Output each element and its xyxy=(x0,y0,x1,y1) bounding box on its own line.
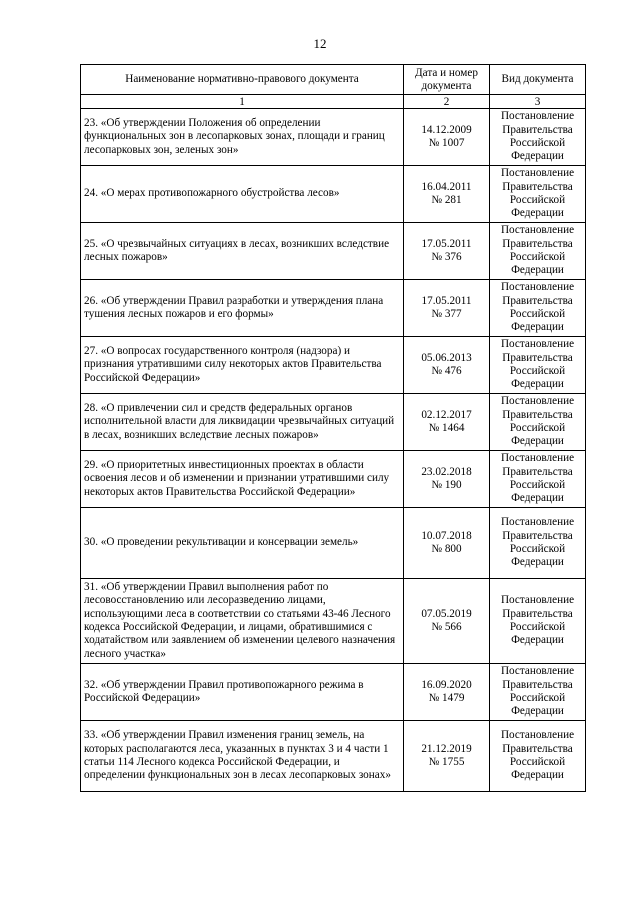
table-row xyxy=(81,223,586,280)
document-date-number xyxy=(404,451,490,508)
header-date-number: Дата и номер документа xyxy=(404,65,490,95)
document-kind: Постановление Правительства Российской Федерации xyxy=(490,508,586,579)
document-name: 24. «О мерах противопожарного обустройства лесов» xyxy=(81,166,404,223)
table-row xyxy=(81,280,586,337)
document-number: № 376 xyxy=(431,251,462,263)
document-name: 30. «О проведении рекультивации и консервации земель» xyxy=(81,508,404,579)
document-date: 23.02.2018 xyxy=(421,465,472,478)
document-date: 16.04.2011 xyxy=(421,180,472,193)
document-date-number xyxy=(404,508,490,579)
column-number: 3 xyxy=(490,95,586,109)
document-kind: Постановление Правительства Российской Федерации xyxy=(490,579,586,664)
document-name: 28. «О привлечении сил и средств федеральных органов исполнительной власти для ликвидации чрезвычайных ситуаций в лесах, возникших вследствие лесных пожаров» xyxy=(81,394,404,451)
document-kind: Постановление Правительства Российской Федерации xyxy=(490,223,586,280)
document-number: № 1007 xyxy=(428,137,465,149)
document-name: 32. «Об утверждении Правил противопожарного режима в Российской Федерации» xyxy=(81,664,404,721)
column-number: 2 xyxy=(404,95,490,109)
document-number: № 190 xyxy=(431,479,462,491)
document-kind: Постановление Правительства Российской Федерации xyxy=(490,721,586,792)
table-header-row xyxy=(81,65,586,95)
document-date-number xyxy=(404,337,490,394)
table-row xyxy=(81,394,586,451)
column-number: 1 xyxy=(81,95,404,109)
document-date: 05.06.2013 xyxy=(421,351,472,364)
document-date: 17.05.2011 xyxy=(421,294,472,307)
table-row xyxy=(81,166,586,223)
document-kind: Постановление Правительства Российской Федерации xyxy=(490,337,586,394)
document-date-number xyxy=(404,280,490,337)
document-date-number xyxy=(404,579,490,664)
table-row xyxy=(81,109,586,166)
document-date-number xyxy=(404,664,490,721)
document-date: 07.05.2019 xyxy=(421,607,472,620)
document-number: № 1464 xyxy=(428,422,465,434)
document-name: 27. «О вопросах государственного контроля (надзора) и признания утратившими силу некоторых актов Правительства Российской Федерации» xyxy=(81,337,404,394)
document-name: 31. «Об утверждении Правил выполнения работ по лесовосстановлению или лесоразведению лицами, использующими леса в соответствии со статьями 43-46 Лесного кодекса Российской Федерации, и лицами, обратившимися с ходатайством или заявлением об изменении целевого назначения лесного участка» xyxy=(81,579,404,664)
document-number: № 800 xyxy=(431,543,462,555)
document-number: № 566 xyxy=(431,621,462,633)
header-document-kind: Вид документа xyxy=(490,65,586,95)
table-row xyxy=(81,508,586,579)
table-row xyxy=(81,337,586,394)
document-name: 29. «О приоритетных инвестиционных проектах в области освоения лесов и об изменении и признании утратившими силу некоторых актов Правительства Российской Федерации» xyxy=(81,451,404,508)
document-name: 23. «Об утверждении Положения об определении функциональных зон в лесопарковых зонах, площади и границ лесопарковых зон, зеленых зон» xyxy=(81,109,404,166)
document-kind: Постановление Правительства Российской Федерации xyxy=(490,394,586,451)
document-kind: Постановление Правительства Российской Федерации xyxy=(490,451,586,508)
document-number: № 476 xyxy=(431,365,462,377)
document-date-number xyxy=(404,394,490,451)
document-kind: Постановление Правительства Российской Федерации xyxy=(490,280,586,337)
document-number: № 281 xyxy=(431,194,462,206)
document-date: 21.12.2019 xyxy=(421,742,472,755)
document-date: 02.12.2017 xyxy=(421,408,472,421)
document-kind: Постановление Правительства Российской Федерации xyxy=(490,166,586,223)
document-date: 17.05.2011 xyxy=(421,237,472,250)
table-row xyxy=(81,451,586,508)
document-name: 33. «Об утверждении Правил изменения границ земель, на которых располагаются леса, указанных в пунктах 3 и 4 части 1 статьи 114 Лесного кодекса Российской Федерации, и определении функциональных зон в лесах лесопарковых зонах» xyxy=(81,721,404,792)
document-number: № 1755 xyxy=(428,756,465,768)
table-row xyxy=(81,664,586,721)
table-row xyxy=(81,721,586,792)
table-row xyxy=(81,579,586,664)
document-date-number xyxy=(404,721,490,792)
document-name: 26. «Об утверждении Правил разработки и утверждения плана тушения лесных пожаров и его формы» xyxy=(81,280,404,337)
document-date-number xyxy=(404,109,490,166)
document-date-number xyxy=(404,166,490,223)
document-number: № 1479 xyxy=(428,692,465,704)
document-date: 10.07.2018 xyxy=(421,529,472,542)
document-kind: Постановление Правительства Российской Федерации xyxy=(490,664,586,721)
column-number-row xyxy=(81,95,586,109)
header-document-name: Наименование нормативно-правового документа xyxy=(81,65,404,95)
legal-documents-table xyxy=(80,64,586,792)
document-date-number xyxy=(404,223,490,280)
document-kind: Постановление Правительства Российской Федерации xyxy=(490,109,586,166)
document-name: 25. «О чрезвычайных ситуациях в лесах, возникших вследствие лесных пожаров» xyxy=(81,223,404,280)
page-number: 12 xyxy=(313,36,327,51)
document-date: 16.09.2020 xyxy=(421,678,472,691)
document-number: № 377 xyxy=(431,308,462,320)
document-date: 14.12.2009 xyxy=(421,123,472,136)
